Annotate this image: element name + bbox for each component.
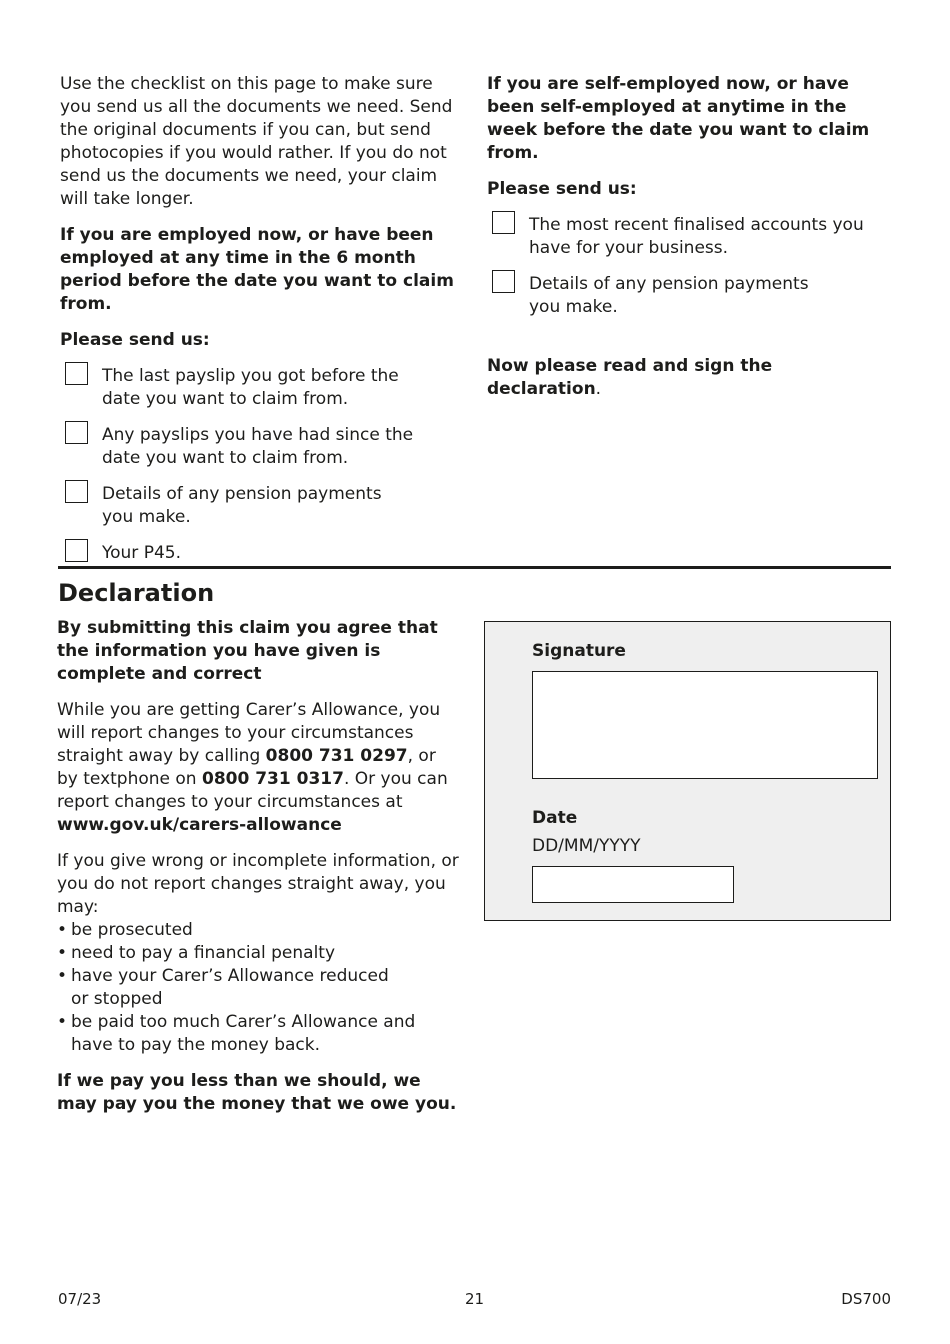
next-step-bold: Now please read and sign the declaration [487,356,773,399]
self-employed-check-item [487,273,827,319]
self-employed-heading: If you are self-employed now, or have been self-employed at anytime in the week before the date you want to claim from. [487,74,870,163]
consequences-list [57,919,462,1057]
textphone-number: 0800 731 0317 [202,769,344,789]
signature-panel [484,621,891,921]
employed-send-label: Please send us: [60,330,210,350]
list-item: • need to pay a financial penalty [57,942,462,965]
employed-heading: If you are employed now, or have been employed at any time in the 6 month period before the date you want to claim from. [60,225,454,314]
wrong-info-intro: If you give wrong or incomplete information, or you do not report changes straight away, you may: [57,851,459,917]
employed-check-item [60,542,400,565]
employed-pension-checkbox[interactable] [65,480,88,503]
signature-field[interactable] [532,671,878,779]
list-item: • be prosecuted [57,919,462,942]
check-item-label: Your P45. [102,543,181,563]
list-item: • be paid too much Carer’s Allowance and have to pay the money back. [57,1011,462,1057]
date-label: Date [532,808,578,828]
owe-statement: If we pay you less than we should, we may pay you the money that we owe you. [57,1071,457,1114]
self-employed-pension-checkbox[interactable] [492,270,515,293]
employed-check-item [60,365,400,411]
declaration-text-column [57,617,462,1116]
self-employed-check-item [487,214,891,260]
check-item-label: Any payslips you have had since the date you want to claim from. [102,425,414,468]
date-field[interactable] [532,866,734,903]
website-link: www.gov.uk/carers-allowance [57,815,342,835]
next-step-end: . [595,379,602,399]
check-item-label: The most recent finalised accounts you have for your business. [529,215,864,258]
phone-number: 0800 731 0297 [265,746,408,766]
employed-last-payslip-checkbox[interactable] [65,362,88,385]
next-step-instruction [487,355,891,401]
declaration-title: Declaration [58,579,215,607]
check-item-label: Details of any pension payments you make. [102,484,382,527]
footer-date-code: 07/23 [58,1290,102,1308]
footer-page-number: 21 [465,1290,485,1308]
check-item-label: The last payslip you got before the date you want to claim from. [102,366,399,409]
employed-check-item [60,483,400,529]
employed-check-item [60,424,420,470]
self-employed-accounts-checkbox[interactable] [492,211,515,234]
report-text-part: , or by textphone on [57,746,436,789]
report-text-part: While you are getting Carer’s Allowance, you will report changes to your circumstances straight away by calling [57,700,441,766]
report-text-part: . Or you can report changes to your circumstances at [57,769,448,812]
footer-form-code: DS700 [841,1290,891,1308]
employed-payslips-since-checkbox[interactable] [65,421,88,444]
left-column [60,73,455,578]
report-changes-text [57,699,462,837]
date-format-hint: DD/MM/YYYY [532,836,641,856]
check-item-label: Details of any pension payments you make. [529,274,809,317]
right-column [487,73,891,401]
list-item: • have your Carer’s Allowance reduced or stopped [57,965,397,1011]
signature-label: Signature [532,641,626,661]
agree-heading: By submitting this claim you agree that the information you have given is complete and correct [57,618,438,684]
intro-text: Use the checklist on this page to make sure you send us all the documents we need. Send the original documents if you can, but send photocopies if you would rather. If you do not send us the documents we need, your claim will take longer. [60,74,453,209]
self-employed-send-label: Please send us: [487,179,637,199]
section-divider [58,566,891,569]
employed-p45-checkbox[interactable] [65,539,88,562]
